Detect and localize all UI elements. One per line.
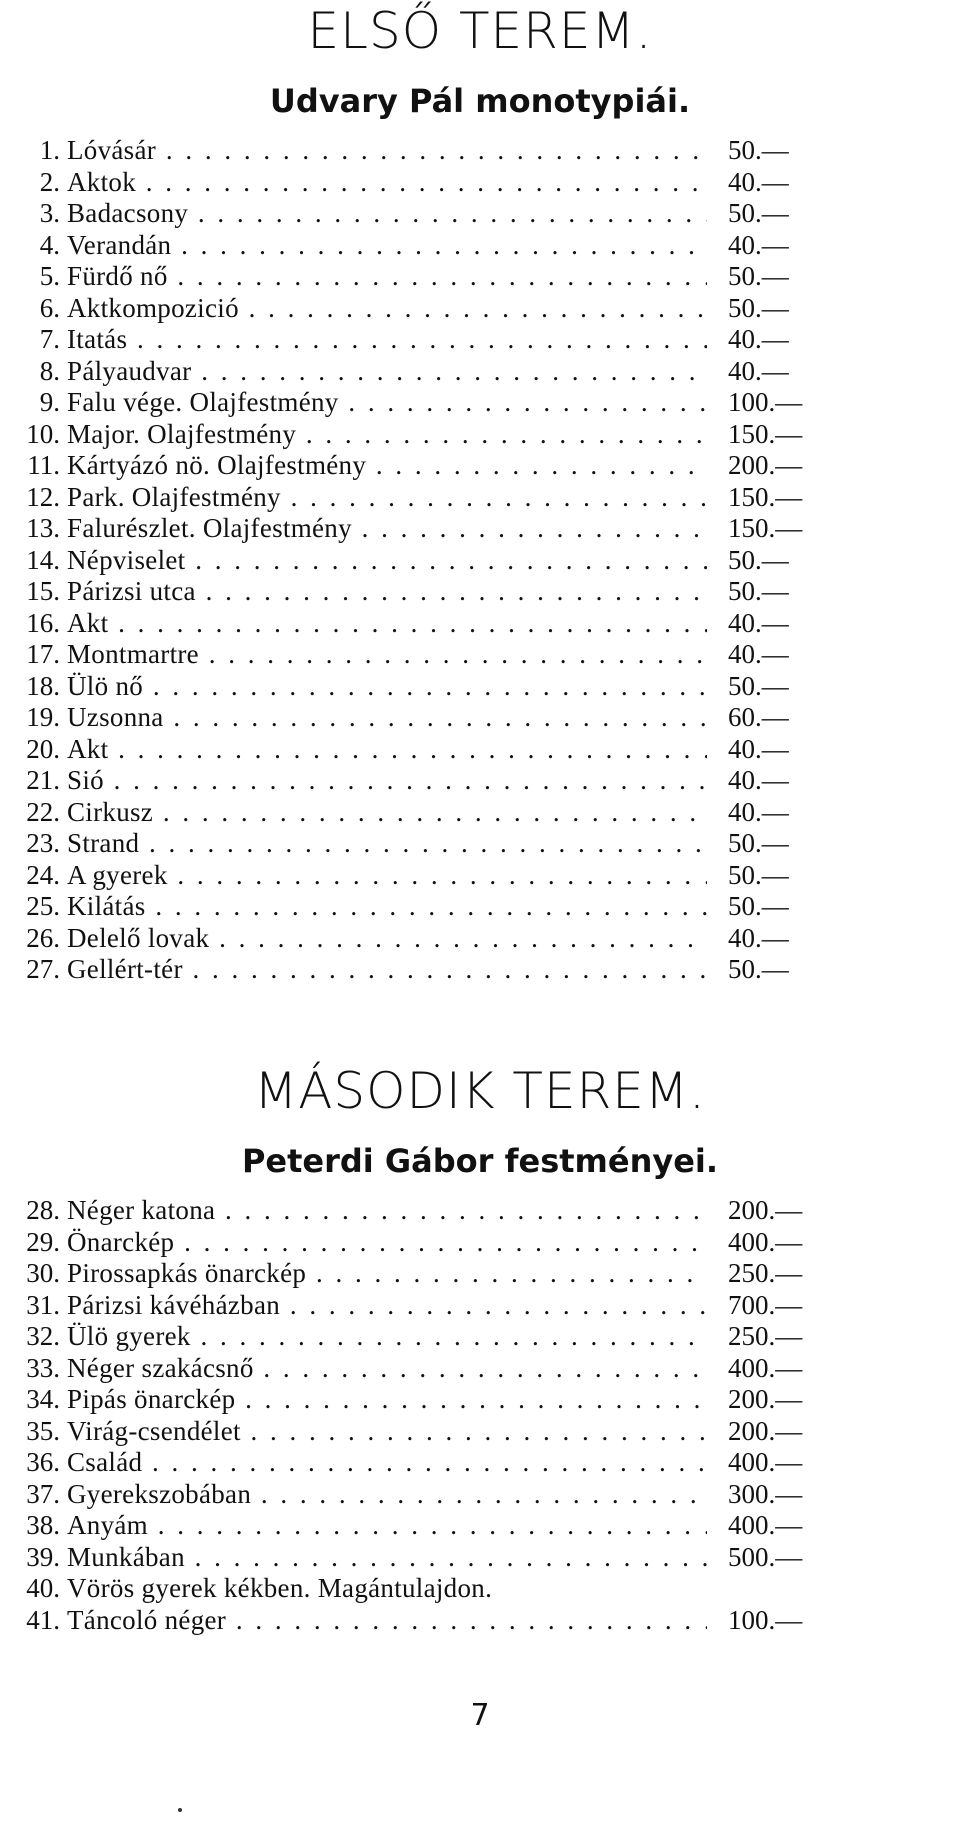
item-number: 18. [26, 670, 60, 701]
item-number: 36. [26, 1447, 60, 1477]
list-item [0, 576, 960, 608]
item-price: 50.— [720, 545, 848, 577]
item-title: Itatás . . . [67, 324, 707, 356]
item-title: Gyerekszobában . . . [67, 1479, 707, 1511]
list-item [0, 671, 960, 703]
item-price: 50.— [720, 576, 848, 608]
item-number: 1. [39, 135, 60, 165]
item-title: Néger szakácsnő . . . [67, 1353, 707, 1385]
list-item [0, 1258, 960, 1290]
item-title: Lóvásár . . . [67, 135, 707, 167]
list-item [0, 356, 960, 388]
list-item [0, 1510, 960, 1542]
item-price: 50.— [720, 671, 848, 703]
item-price: 50.— [720, 954, 848, 986]
item-number: 40. [26, 1573, 60, 1603]
item-price: 50.— [720, 293, 848, 325]
list-item [0, 167, 960, 199]
item-title: Néger katona . . . [67, 1195, 707, 1227]
list-item [0, 135, 960, 167]
item-price: 250.— [720, 1321, 848, 1353]
item-number: 2. [39, 166, 60, 197]
list-item [0, 923, 960, 955]
item-number: 20. [26, 733, 60, 764]
list-item [0, 734, 960, 766]
item-number: 7. [39, 324, 60, 354]
section1-list [0, 135, 960, 986]
list-item [0, 1290, 960, 1322]
item-number: 21. [26, 765, 60, 795]
item-number: 33. [26, 1352, 60, 1383]
list-item [0, 387, 960, 419]
item-title: Táncoló néger . . . [67, 1605, 707, 1637]
list-item [0, 419, 960, 451]
list-item [0, 1573, 960, 1605]
item-price: 150.— [720, 513, 848, 545]
print-speck [178, 1808, 182, 1812]
item-price: 200.— [720, 1384, 848, 1416]
list-item [0, 198, 960, 230]
item-title: Aktok . . . [67, 167, 707, 199]
list-item [0, 608, 960, 640]
item-number: 24. [26, 859, 60, 890]
item-price: 250.— [720, 1258, 848, 1290]
item-price: 100.— [720, 1605, 848, 1637]
item-price: 400.— [720, 1353, 848, 1385]
item-price: 700.— [720, 1290, 848, 1322]
item-price: 40.— [720, 167, 848, 199]
item-price: 500.— [720, 1542, 848, 1574]
item-number: 5. [39, 261, 60, 291]
item-price: 200.— [720, 450, 848, 482]
item-title: Falurészlet. Olajfestmény . . . [67, 513, 707, 545]
item-title: Pipás önarckép . . . [67, 1384, 707, 1416]
item-price: 300.— [720, 1479, 848, 1511]
item-title: Cirkusz . . . [67, 797, 707, 829]
list-item [0, 450, 960, 482]
item-number: 14. [26, 544, 60, 575]
item-title: Népviselet . . . [67, 545, 707, 577]
list-item [0, 765, 960, 797]
item-number: 9. [39, 387, 60, 417]
item-price: 150.— [720, 482, 848, 514]
item-price: 200.— [720, 1416, 848, 1448]
section2-heading: MÁSODIK TEREM. [254, 1062, 706, 1120]
item-number: 3. [39, 198, 60, 228]
list-item [0, 1542, 960, 1574]
section1-heading: ELSŐ TEREM. [307, 2, 653, 60]
item-price: 200.— [720, 1195, 848, 1227]
list-item [0, 230, 960, 262]
list-item [0, 639, 960, 671]
item-number: 37. [26, 1478, 60, 1509]
section1-subheading: Udvary Pál monotypiái. [269, 82, 691, 120]
item-title: Család . . . [67, 1447, 707, 1479]
list-item [0, 860, 960, 892]
list-item [0, 702, 960, 734]
item-number: 19. [26, 702, 60, 732]
item-title: Gellért-tér . . . [67, 954, 707, 986]
item-price: 50.— [720, 135, 848, 167]
list-item [0, 261, 960, 293]
list-item [0, 1195, 960, 1227]
list-item [0, 324, 960, 356]
list-item [0, 293, 960, 325]
list-item [0, 1353, 960, 1385]
list-item [0, 797, 960, 829]
item-number: 39. [26, 1541, 60, 1572]
item-price: 150.— [720, 419, 848, 451]
item-title: Vörös gyerek kékben. Magántulajdon. [67, 1573, 493, 1603]
item-number: 12. [26, 481, 60, 512]
list-item [0, 1321, 960, 1353]
item-title: Akt . . . [67, 734, 707, 766]
section2-list [0, 1195, 960, 1636]
item-number: 27. [26, 954, 60, 984]
item-number: 25. [26, 891, 60, 921]
item-number: 29. [26, 1226, 60, 1257]
item-number: 30. [26, 1258, 60, 1288]
item-number: 16. [26, 607, 60, 638]
item-number: 15. [26, 576, 60, 606]
list-item [0, 545, 960, 577]
item-price: 40.— [720, 765, 848, 797]
item-title: Sió . . . [67, 765, 707, 797]
item-number: 35. [26, 1415, 60, 1446]
item-number: 11. [27, 450, 60, 480]
item-title: Virág-csendélet . . . [67, 1416, 707, 1448]
item-title: Strand . . . [67, 828, 707, 860]
item-price: 50.— [720, 891, 848, 923]
item-price: 400.— [720, 1510, 848, 1542]
page-number: 7 [470, 1698, 490, 1733]
item-price: 50.— [720, 860, 848, 892]
item-number: 26. [26, 922, 60, 953]
item-title: Aktkompozició . . . [67, 293, 707, 325]
item-price: 400.— [720, 1447, 848, 1479]
item-title: Fürdő nő . . . [67, 261, 707, 293]
item-price: 40.— [720, 608, 848, 640]
item-title: Ülö gyerek . . . [67, 1321, 707, 1353]
item-price: 40.— [720, 324, 848, 356]
item-number: 4. [39, 229, 60, 260]
item-number: 13. [26, 513, 60, 543]
item-title: Önarckép . . . [67, 1227, 707, 1259]
item-title: Munkában . . . [67, 1542, 707, 1574]
item-title: Párizsi utca . . . [67, 576, 707, 608]
item-title: Kilátás . . . [67, 891, 707, 923]
item-number: 34. [26, 1384, 60, 1414]
item-price: 50.— [720, 828, 848, 860]
item-title: Pirossapkás önarckép . . . [67, 1258, 707, 1290]
item-number: 10. [26, 418, 60, 449]
item-price: 40.— [720, 923, 848, 955]
item-title: Ülö nő . . . [67, 671, 707, 703]
item-title: Párizsi kávéházban . . . [67, 1290, 707, 1322]
item-number: 32. [26, 1321, 60, 1351]
list-item [0, 1605, 960, 1637]
item-price: 40.— [720, 639, 848, 671]
item-number: 31. [26, 1289, 60, 1320]
item-number: 22. [26, 796, 60, 827]
list-item [0, 1384, 960, 1416]
item-number: 38. [26, 1510, 60, 1540]
list-item [0, 954, 960, 986]
item-title: Pályaudvar . . . [67, 356, 707, 388]
item-price: 60.— [720, 702, 848, 734]
list-item [0, 1416, 960, 1448]
item-number: 41. [26, 1604, 60, 1635]
item-title: Montmartre . . . [67, 639, 707, 671]
list-item [0, 513, 960, 545]
list-item [0, 891, 960, 923]
item-price: 40.— [720, 356, 848, 388]
item-number: 6. [39, 292, 60, 323]
item-number: 17. [26, 639, 60, 669]
item-title: Falu vége. Olajfestmény . . . [67, 387, 707, 419]
item-title: Kártyázó nö. Olajfestmény . . . [67, 450, 707, 482]
item-price: 400.— [720, 1227, 848, 1259]
item-price: 40.— [720, 734, 848, 766]
item-title: Anyám . . . [67, 1510, 707, 1542]
item-title: Delelő lovak . . . [67, 923, 707, 955]
item-title: Uzsonna . . . [67, 702, 707, 734]
section2-subheading: Peterdi Gábor festményei. [241, 1142, 719, 1180]
list-item [0, 1227, 960, 1259]
list-item [0, 482, 960, 514]
item-number: 28. [26, 1195, 60, 1225]
item-title: A gyerek . . . [67, 860, 707, 892]
item-title: Badacsony . . . [67, 198, 707, 230]
item-title: Akt . . . [67, 608, 707, 640]
item-number: 23. [26, 828, 60, 858]
list-item [0, 1479, 960, 1511]
item-price: 100.— [720, 387, 848, 419]
item-price: 40.— [720, 797, 848, 829]
list-item [0, 828, 960, 860]
item-title: Major. Olajfestmény . . . [67, 419, 707, 451]
item-number: 8. [39, 355, 60, 386]
item-title: Park. Olajfestmény . . . [67, 482, 707, 514]
item-price: 40.— [720, 230, 848, 262]
item-price: 50.— [720, 198, 848, 230]
list-item [0, 1447, 960, 1479]
item-price: 50.— [720, 261, 848, 293]
item-title: Verandán . . . [67, 230, 707, 262]
